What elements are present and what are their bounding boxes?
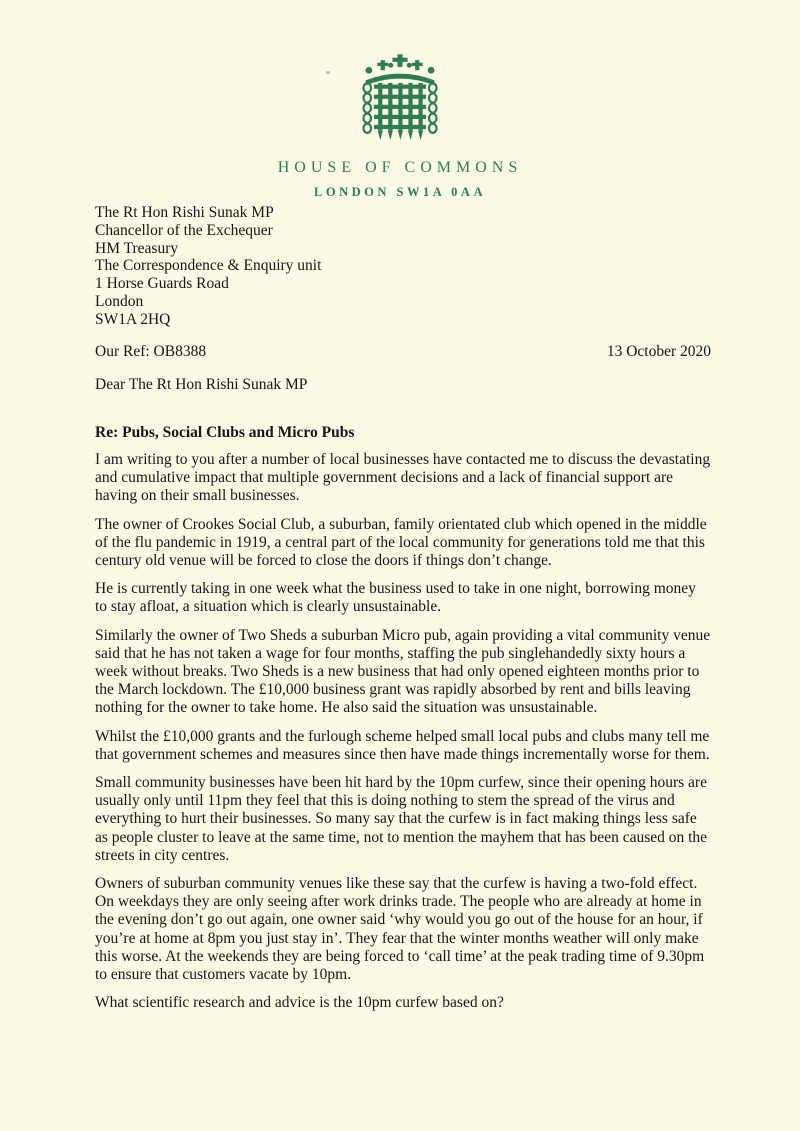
letter-date: 13 October 2020 xyxy=(606,342,711,360)
paragraph: He is currently taking in one week what the business used to take in one night, borrowing money to stay afloat, a situation which is clearly unsustainable. xyxy=(95,580,696,616)
recipient-line: Chancellor of the Exchequer xyxy=(95,221,273,239)
recipient-line: 1 Horse Guards Road xyxy=(95,275,229,293)
recipient-line: HM Treasury xyxy=(95,239,179,257)
salutation: Dear The Rt Hon Rishi Sunak MP xyxy=(95,376,308,394)
recipient-line: The Rt Hon Rishi Sunak MP xyxy=(95,204,274,221)
paragraph: The owner of Crookes Social Club, a suburban, family orientated club which opened in the middle of the flu pandemic in 1919, a central part of the local community for generations told me that this century old venue will be forced to close the doors if things don’t change. xyxy=(95,515,707,569)
crowned-portcullis-icon xyxy=(358,54,442,142)
masthead xyxy=(0,54,800,200)
org-name: HOUSE OF COMMONS xyxy=(277,159,523,176)
recipient-line: The Correspondence & Enquiry unit xyxy=(95,257,322,275)
paragraph: I am writing to you after a number of local businesses have contacted me to discuss the devastating and cumulative impact that multiple government decisions and a lack of financial support are having on their small businesses. xyxy=(95,450,711,505)
recipient-line: SW1A 2HQ xyxy=(95,310,171,328)
letter-body xyxy=(95,204,711,1012)
paragraph: Small community businesses have been hit hard by the 10pm curfew, since their opening hours are usually only until 11pm they feel that this is doing nothing to stem the spread of the virus and everything to hurt their businesses. So many say that the curfew is in fact making things less safe as people cluster to leave at the same time, not to mention the mayhem that has been caused on the streets in city centres. xyxy=(95,774,708,864)
paragraph: Whilst the £10,000 grants and the furlough scheme helped small local pubs and clubs many tell me that government schemes and measures since then have made things incrementally worse for them. xyxy=(95,727,710,763)
paragraph: Similarly the owner of Two Sheds a suburban Micro pub, again providing a vital community venue said that he has not taken a wage for four months, staffing the pub singlehandedly sixty hours a week without breaks. Two Sheds is a new business that had only opened eighteen months prior to the March lockdown. The £10,000 business grant was rapidly absorbed by rent and bills leaving nothing for the owner to take home. He also said the situation was unsustainable. xyxy=(95,626,711,717)
our-ref: Our Ref: OB8388 xyxy=(95,342,207,360)
reference-row xyxy=(95,343,711,361)
org-address: LONDON SW1A 0AA xyxy=(314,185,486,199)
recipient-line: London xyxy=(95,292,144,310)
recipient-address xyxy=(95,204,711,329)
subject-line: Re: Pubs, Social Clubs and Micro Pubs xyxy=(95,424,355,442)
paragraph: Owners of suburban community venues like these say that the curfew is having a two-fold effect. On weekdays they are only seeing after work drinks trade. The people who are already at home in the evening don’t go out again, one owner said ‘why would you go out of the house for an hour, if you’re at home at 8pm you just stay in’. They fear that the winter months weather will only make this worse. At the weekends they are being forced to ‘call time’ at the peak trading time of 9.30pm to ensure that customers vacate by 10pm. xyxy=(95,875,705,984)
paragraph: What scientific research and advice is the 10pm curfew based on? xyxy=(95,994,504,1012)
